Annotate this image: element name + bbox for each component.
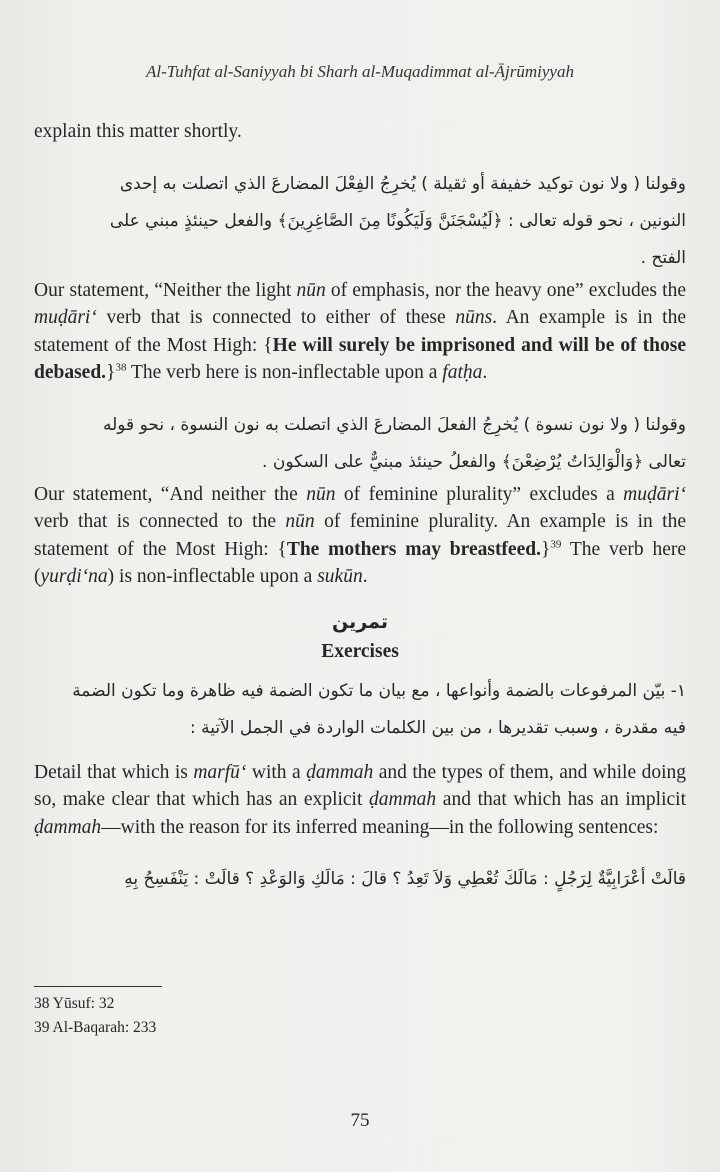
arabic-line: وقولنا ( ولا نون توكيد خفيفة أو ثقيلة ) يُخرِجُ الفِعْلَ المضارعَ الذي اتصلت به إحدى [119,173,686,194]
arabic-exercise-sentence: قالَتْ أعْرَابِيَّةٌ لِرَجُلٍ : مَالَكَ تُعْطِي وَلاَ تَعِدُ ؟ قالَ : مَالَكِ وَالوَعْدِ ؟ قالَتْ : يَنْفَسِحُ بِهِ [124,869,686,889]
paragraph-light-nun: Our statement, “Neither the light nūn of emphasis, nor the heavy one” excludes the muḍāri‘ verb that is connected to either of these nūns. An example is in the statement of the Most High: {He will surely be imprisoned and will be of those debased.}$^{38}$ The verb here is non-inflectable upon a fatḥa. [34,279,686,383]
arabic-line: الفتح . [640,247,686,268]
footnote-rule [34,986,162,987]
footnote-ref-39[interactable]: 39 [550,538,562,550]
footnote-ref-38[interactable]: 38 [115,361,127,374]
paragraph-exercise-translation: Detail that which is marfū‘ with a ḍammah and the types of them, and while doing so, make clear that which has an explicit ḍammah and that which has an implicit ḍammah—with the reason for its inferred meaning—in the following sentences: [34,761,686,838]
arabic-paragraph-2 [34,407,686,481]
paragraph-continuation: explain this matter shortly. [34,121,242,142]
footnote-39: 39 Al-Baqarah: 233 [34,1019,157,1036]
paragraph-feminine-nun: Our statement, “And neither the nūn of feminine plurality” excludes a muḍāri‘ verb that is connected to the nūn of feminine plurality. An example is in the statement of the Most High: {The mothers may breastfeed.}$^{39}$ The verb here (yurḍi‘na) is non-inflectable upon a sukūn. [34,483,687,587]
arabic-line: تعالى ﴿وَالْوَالِدَاتُ يُرْضِعْنَ﴾ والفعلُ حينئذ مبنيٌّ على السكون . [262,451,686,472]
arabic-line: النونين ، نحو قوله تعالى : ﴿لَيُسْجَنَنَّ وَلَيَكُونًا مِنَ الصَّاغِرِينَ﴾ والفعل حينئذٍ مبني على [109,210,686,231]
exercises-heading-arabic: تمرين [332,610,388,633]
arabic-line: ١- بيّن المرفوعات بالضمة وأنواعها ، مع بيان ما تكون الضمة فيه ظاهرة وما تكون الضمة [72,680,686,701]
arabic-line: فيه مقدرة ، وسبب تقديرها ، من بين الكلمات الواردة في الجمل الآتية : [190,717,686,738]
footnote-38: 38 Yūsuf: 32 [34,995,115,1012]
running-head: Al-Tuhfat al-Saniyyah bi Sharh al-Muqadimmat al-Ājrūmiyyah [146,62,574,81]
arabic-paragraph-1 [34,166,686,277]
page-number: 75 [350,1110,370,1131]
arabic-line: وقولنا ( ولا نون نسوة ) يُخرِجُ الفعلَ المضارعَ الذي اتصلت به نون النسوة ، نحو قوله [102,414,686,435]
arabic-exercise-instructions [34,673,686,747]
quran-quote: The mothers may breastfeed. [286,538,541,560]
quran-quote: He will surely be imprisoned and will be of those debased. [34,334,686,383]
page-body [34,118,686,898]
exercises-heading: Exercises [321,640,399,662]
footnotes [34,992,534,1040]
